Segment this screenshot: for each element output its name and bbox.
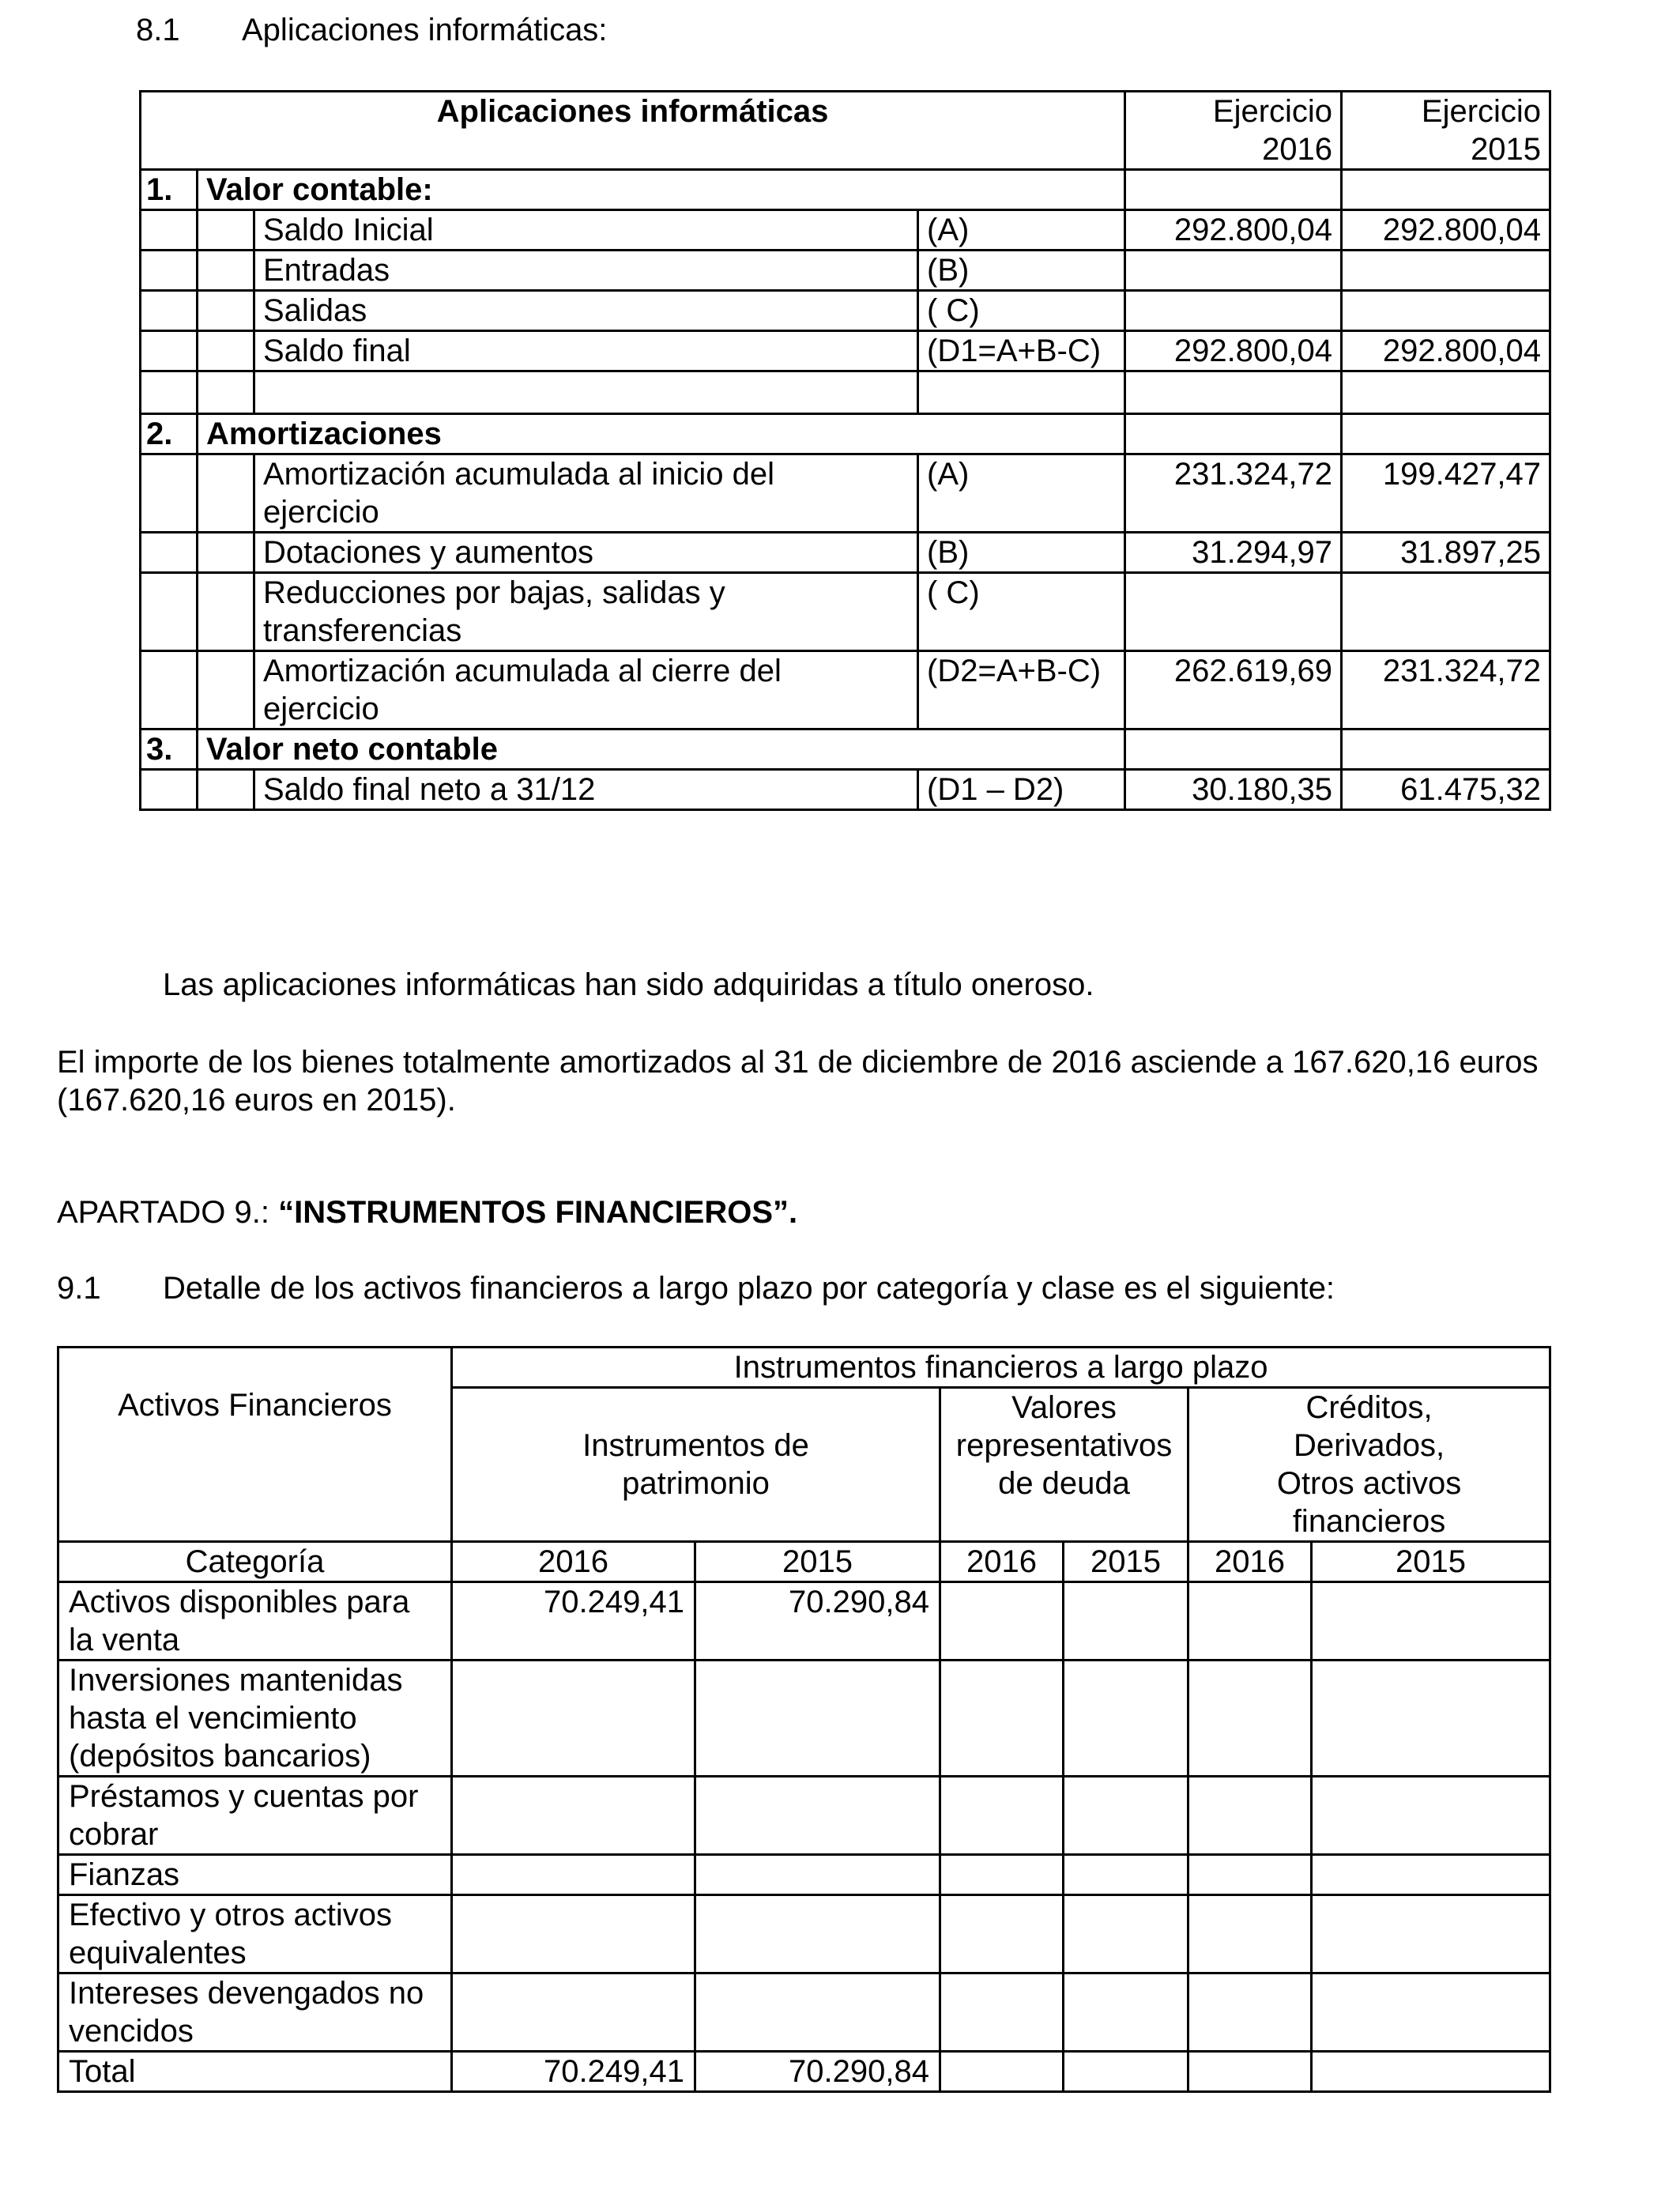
value-cell — [1312, 1973, 1550, 2052]
value-cell — [1312, 1895, 1550, 1973]
value-cell — [1064, 1582, 1188, 1661]
group-label: Valor contable: — [198, 170, 1125, 210]
row-code: (D1=A+B-C) — [918, 331, 1125, 371]
row-label: Préstamos y cuentas por cobrar — [58, 1777, 452, 1855]
value-cell — [452, 1973, 695, 2052]
value-cell — [452, 1777, 695, 1855]
value-cell — [1064, 1895, 1188, 1973]
section-number: 8.1 — [136, 13, 180, 47]
table-row — [58, 1582, 1550, 1661]
table-row — [141, 770, 1550, 810]
section-number: 9.1 — [57, 1271, 101, 1306]
value-cell — [1188, 1855, 1312, 1895]
value-2016: 30.180,35 — [1125, 770, 1342, 810]
empty-cell — [141, 454, 198, 533]
row-label: Fianzas — [58, 1855, 452, 1895]
value-cell — [695, 1777, 940, 1855]
apartado-9-heading — [57, 1193, 797, 1231]
value-cell — [1188, 1895, 1312, 1973]
value-2015: 292.800,04 — [1342, 331, 1550, 371]
value-cell — [695, 1855, 940, 1895]
row-label: Saldo final neto a 31/12 — [254, 770, 918, 810]
table-row — [141, 533, 1550, 573]
empty-cell — [1342, 414, 1550, 454]
value-cell — [940, 1895, 1064, 1973]
apartado-prefix: APARTADO 9.: — [57, 1195, 279, 1230]
value-cell — [1188, 1582, 1312, 1661]
year-header-row — [58, 1542, 1550, 1582]
empty-cell — [141, 210, 198, 251]
value-cell — [1064, 1661, 1188, 1777]
empty-cell — [1125, 170, 1342, 210]
value-cell — [1312, 1777, 1550, 1855]
group-row-valor-neto — [141, 729, 1550, 770]
empty-cell — [1342, 170, 1550, 210]
table-row — [58, 1973, 1550, 2052]
table-row — [141, 331, 1550, 371]
value-cell — [940, 1661, 1064, 1777]
value-cell — [1188, 1777, 1312, 1855]
top-header: Instrumentos financieros a largo plazo — [452, 1348, 1550, 1388]
value-cell — [1312, 2052, 1550, 2092]
table-body — [58, 1582, 1550, 2092]
value-cell — [452, 1895, 695, 1973]
empty-cell — [198, 651, 254, 729]
paragraph-adquisicion: Las aplicaciones informáticas han sido adquiridas a título oneroso. — [163, 967, 1094, 1002]
empty-cell — [198, 573, 254, 651]
empty-cell — [141, 770, 198, 810]
table-row — [141, 210, 1550, 251]
table-row — [141, 251, 1550, 291]
value-cell — [940, 2052, 1064, 2092]
empty-cell — [198, 454, 254, 533]
value-cell — [1064, 2052, 1188, 2092]
row-label: Activos disponibles para la venta — [58, 1582, 452, 1661]
year-header: 2015 — [1312, 1542, 1550, 1582]
table-row — [58, 2052, 1550, 2092]
row-code: (A) — [918, 454, 1125, 533]
value-cell — [452, 1661, 695, 1777]
value-2016 — [1125, 251, 1342, 291]
empty-cell — [198, 251, 254, 291]
row-label: Amortización acumulada al inicio del ejercicio — [254, 454, 918, 533]
top-header-row — [58, 1348, 1550, 1388]
row-label: Inversiones mantenidas hasta el vencimiento (depósitos bancarios) — [58, 1661, 452, 1777]
header-col-2016: Ejercicio 2016 — [1125, 92, 1342, 170]
group-creditos-derivados: Créditos, Derivados, Otros activos financieros — [1188, 1388, 1550, 1542]
empty-cell — [1125, 371, 1342, 414]
empty-cell — [198, 291, 254, 331]
value-2016: 31.294,97 — [1125, 533, 1342, 573]
value-cell — [940, 1973, 1064, 2052]
value-cell — [1312, 1582, 1550, 1661]
empty-cell — [1342, 729, 1550, 770]
aplicaciones-table — [139, 90, 1551, 811]
value-2015: 61.475,32 — [1342, 770, 1550, 810]
value-2016: 231.324,72 — [1125, 454, 1342, 533]
row-label: Entradas — [254, 251, 918, 291]
empty-cell — [198, 371, 254, 414]
empty-cell — [1342, 371, 1550, 414]
empty-cell — [141, 651, 198, 729]
value-2015 — [1342, 573, 1550, 651]
table-title-cell: Aplicaciones informáticas — [141, 92, 1125, 170]
value-cell — [1312, 1855, 1550, 1895]
table-row — [141, 573, 1550, 651]
table-row — [58, 1661, 1550, 1777]
value-cell — [1312, 1661, 1550, 1777]
group-valores-deuda: Valores representativos de deuda — [940, 1388, 1188, 1542]
row-label: Intereses devengados no vencidos — [58, 1973, 452, 2052]
empty-cell — [141, 533, 198, 573]
row-label: Total — [58, 2052, 452, 2092]
section-text: Detalle de los activos financieros a largo plazo por categoría y clase es el siguiente: — [163, 1271, 1335, 1306]
value-cell — [695, 1661, 940, 1777]
group-label: Valor neto contable — [198, 729, 1125, 770]
header-col-2015: Ejercicio 2015 — [1342, 92, 1550, 170]
row-label: Salidas — [254, 291, 918, 331]
value-cell — [1188, 1661, 1312, 1777]
spacer-row — [141, 371, 1550, 414]
value-2015 — [1342, 251, 1550, 291]
empty-cell — [1125, 414, 1342, 454]
row-code: (B) — [918, 251, 1125, 291]
paragraph-importe-line2: (167.620,16 euros en 2015). — [57, 1083, 456, 1118]
empty-cell — [918, 371, 1125, 414]
table-row — [141, 291, 1550, 331]
value-2016: 262.619,69 — [1125, 651, 1342, 729]
year-header: 2015 — [1064, 1542, 1188, 1582]
value-2015: 292.800,04 — [1342, 210, 1550, 251]
value-2015: 31.897,25 — [1342, 533, 1550, 573]
categoria-header: Categoría — [58, 1542, 452, 1582]
value-cell — [1188, 2052, 1312, 2092]
empty-cell — [141, 251, 198, 291]
group-number: 2. — [141, 414, 198, 454]
value-2016: 292.800,04 — [1125, 331, 1342, 371]
value-cell — [940, 1777, 1064, 1855]
empty-cell — [198, 331, 254, 371]
value-cell: 70.290,84 — [695, 2052, 940, 2092]
table-row — [141, 454, 1550, 533]
row-code: ( C) — [918, 573, 1125, 651]
row-code: (A) — [918, 210, 1125, 251]
year-header: 2016 — [940, 1542, 1064, 1582]
value-cell — [1064, 1973, 1188, 2052]
table-header-row — [141, 92, 1550, 170]
value-cell: 70.249,41 — [452, 2052, 695, 2092]
value-cell — [452, 1855, 695, 1895]
table-row — [58, 1895, 1550, 1973]
value-2015 — [1342, 291, 1550, 331]
empty-cell — [141, 573, 198, 651]
year-header: 2016 — [452, 1542, 695, 1582]
year-header: 2016 — [1188, 1542, 1312, 1582]
corner-header: Activos Financieros — [58, 1348, 452, 1542]
empty-cell — [141, 291, 198, 331]
value-2016 — [1125, 291, 1342, 331]
row-label: Dotaciones y aumentos — [254, 533, 918, 573]
value-cell — [1064, 1777, 1188, 1855]
value-cell: 70.290,84 — [695, 1582, 940, 1661]
group-label: Amortizaciones — [198, 414, 1125, 454]
year-header: 2015 — [695, 1542, 940, 1582]
row-label: Efectivo y otros activos equivalentes — [58, 1895, 452, 1973]
table-row — [58, 1855, 1550, 1895]
value-cell — [940, 1855, 1064, 1895]
empty-cell — [1125, 729, 1342, 770]
row-label: Saldo final — [254, 331, 918, 371]
empty-cell — [198, 210, 254, 251]
apartado-title: “INSTRUMENTOS FINANCIEROS”. — [278, 1195, 798, 1230]
activos-financieros-table — [57, 1346, 1551, 2093]
empty-cell — [198, 533, 254, 573]
value-2015: 231.324,72 — [1342, 651, 1550, 729]
empty-cell — [198, 770, 254, 810]
group-instrumentos-patrimonio: Instrumentos de patrimonio — [452, 1388, 940, 1542]
group-row-amortizaciones — [141, 414, 1550, 454]
empty-cell — [141, 371, 198, 414]
row-label: Reducciones por bajas, salidas y transferencias — [254, 573, 918, 651]
value-cell — [695, 1973, 940, 2052]
value-cell — [1188, 1973, 1312, 2052]
group-number: 1. — [141, 170, 198, 210]
section-title: Aplicaciones informáticas: — [242, 13, 608, 47]
value-2016 — [1125, 573, 1342, 651]
row-code: ( C) — [918, 291, 1125, 331]
paragraph-importe-line1: El importe de los bienes totalmente amortizados al 31 de diciembre de 2016 asciende a 167.620,16 euros — [57, 1045, 1539, 1080]
value-2016: 292.800,04 — [1125, 210, 1342, 251]
row-code: (D1 – D2) — [918, 770, 1125, 810]
table-row — [141, 651, 1550, 729]
row-label: Saldo Inicial — [254, 210, 918, 251]
row-label: Amortización acumulada al cierre del ejercicio — [254, 651, 918, 729]
value-2015: 199.427,47 — [1342, 454, 1550, 533]
value-cell: 70.249,41 — [452, 1582, 695, 1661]
group-number: 3. — [141, 729, 198, 770]
group-row-valor-contable — [141, 170, 1550, 210]
row-code: (D2=A+B-C) — [918, 651, 1125, 729]
empty-cell — [254, 371, 918, 414]
table-row — [58, 1777, 1550, 1855]
empty-cell — [141, 331, 198, 371]
value-cell — [940, 1582, 1064, 1661]
row-code: (B) — [918, 533, 1125, 573]
value-cell — [695, 1895, 940, 1973]
value-cell — [1064, 1855, 1188, 1895]
